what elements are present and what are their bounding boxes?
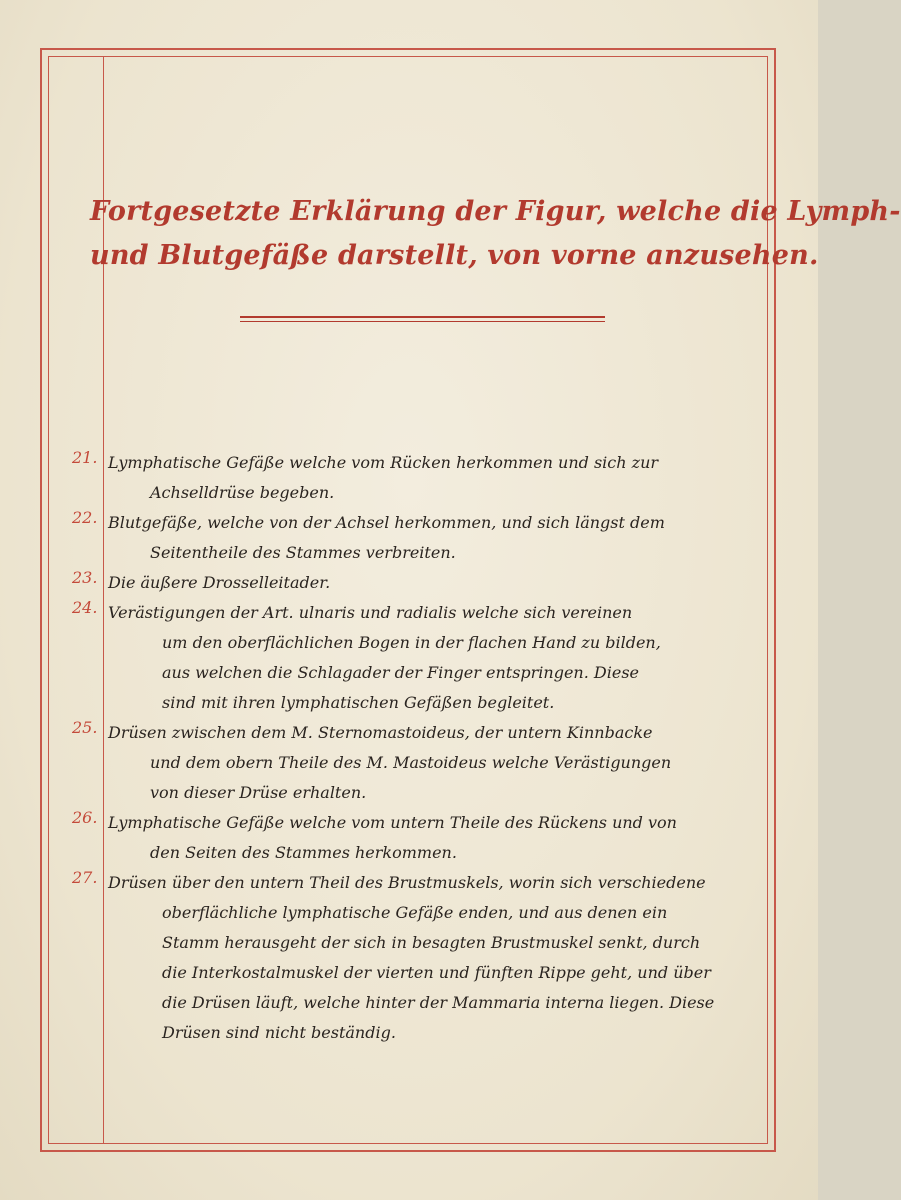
- list-item: [0, 448, 818, 508]
- entry-line: oberflächliche lymphatische Gefäße enden, und aus denen ein: [162, 903, 668, 922]
- entry-line: Blutgefäße, welche von der Achsel herkommen, und sich längst dem: [108, 513, 665, 532]
- page-title: [90, 190, 901, 278]
- entry-line: den Seiten des Stammes herkommen.: [150, 843, 457, 862]
- title-line-2: und Blutgefäße darstellt, von vorne anzusehen.: [90, 240, 819, 271]
- entry-number: 23.: [72, 568, 98, 587]
- entry-line: sind mit ihren lymphatischen Gefäßen begleitet.: [162, 693, 555, 712]
- title-line-1: Fortgesetzte Erklärung der Figur, welche die Lymph-: [90, 196, 901, 227]
- list-item: [0, 598, 818, 718]
- list-item: [0, 868, 818, 1048]
- entry-line: Drüsen zwischen dem M. Sternomastoideus, der untern Kinnbacke: [108, 723, 653, 742]
- entry-line: Drüsen sind nicht beständig.: [162, 1023, 396, 1042]
- entry-list: [0, 448, 818, 1048]
- entry-line: um den oberflächlichen Bogen in der flachen Hand zu bilden,: [162, 633, 661, 652]
- entry-line: Seitentheile des Stammes verbreiten.: [150, 543, 456, 562]
- entry-line: Verästigungen der Art. ulnaris und radialis welche sich vereinen: [108, 603, 633, 622]
- entry-line: Lymphatische Gefäße welche vom Rücken herkommen und sich zur: [108, 453, 659, 472]
- entry-number: 21.: [72, 448, 98, 467]
- list-item: [0, 508, 818, 568]
- title-underline: [240, 316, 605, 318]
- list-item: [0, 808, 818, 868]
- entry-number: 24.: [72, 598, 98, 617]
- entry-number: 27.: [72, 868, 98, 887]
- entry-line: die Interkostalmuskel der vierten und fünften Rippe geht, und über: [162, 963, 711, 982]
- entry-line: Lymphatische Gefäße welche vom untern Theile des Rückens und von: [108, 813, 677, 832]
- entry-line: aus welchen die Schlagader der Finger entspringen. Diese: [162, 663, 639, 682]
- entry-line: die Drüsen läuft, welche hinter der Mammaria interna liegen. Diese: [162, 993, 715, 1012]
- entry-line: Stamm herausgeht der sich in besagten Brustmuskel senkt, durch: [162, 933, 701, 952]
- entry-line: Die äußere Drosselleitader.: [108, 573, 331, 592]
- entry-number: 25.: [72, 718, 98, 737]
- title-underline-thin: [240, 321, 605, 322]
- list-item: [0, 568, 818, 598]
- entry-line: von dieser Drüse erhalten.: [150, 783, 367, 802]
- entry-number: 26.: [72, 808, 98, 827]
- entry-line: Achselldrüse begeben.: [150, 483, 335, 502]
- list-item: [0, 718, 818, 808]
- entry-line: Drüsen über den untern Theil des Brustmuskels, worin sich verschiedene: [108, 873, 706, 892]
- entry-line: und dem obern Theile des M. Mastoideus welche Verästigungen: [150, 753, 672, 772]
- entry-number: 22.: [72, 508, 98, 527]
